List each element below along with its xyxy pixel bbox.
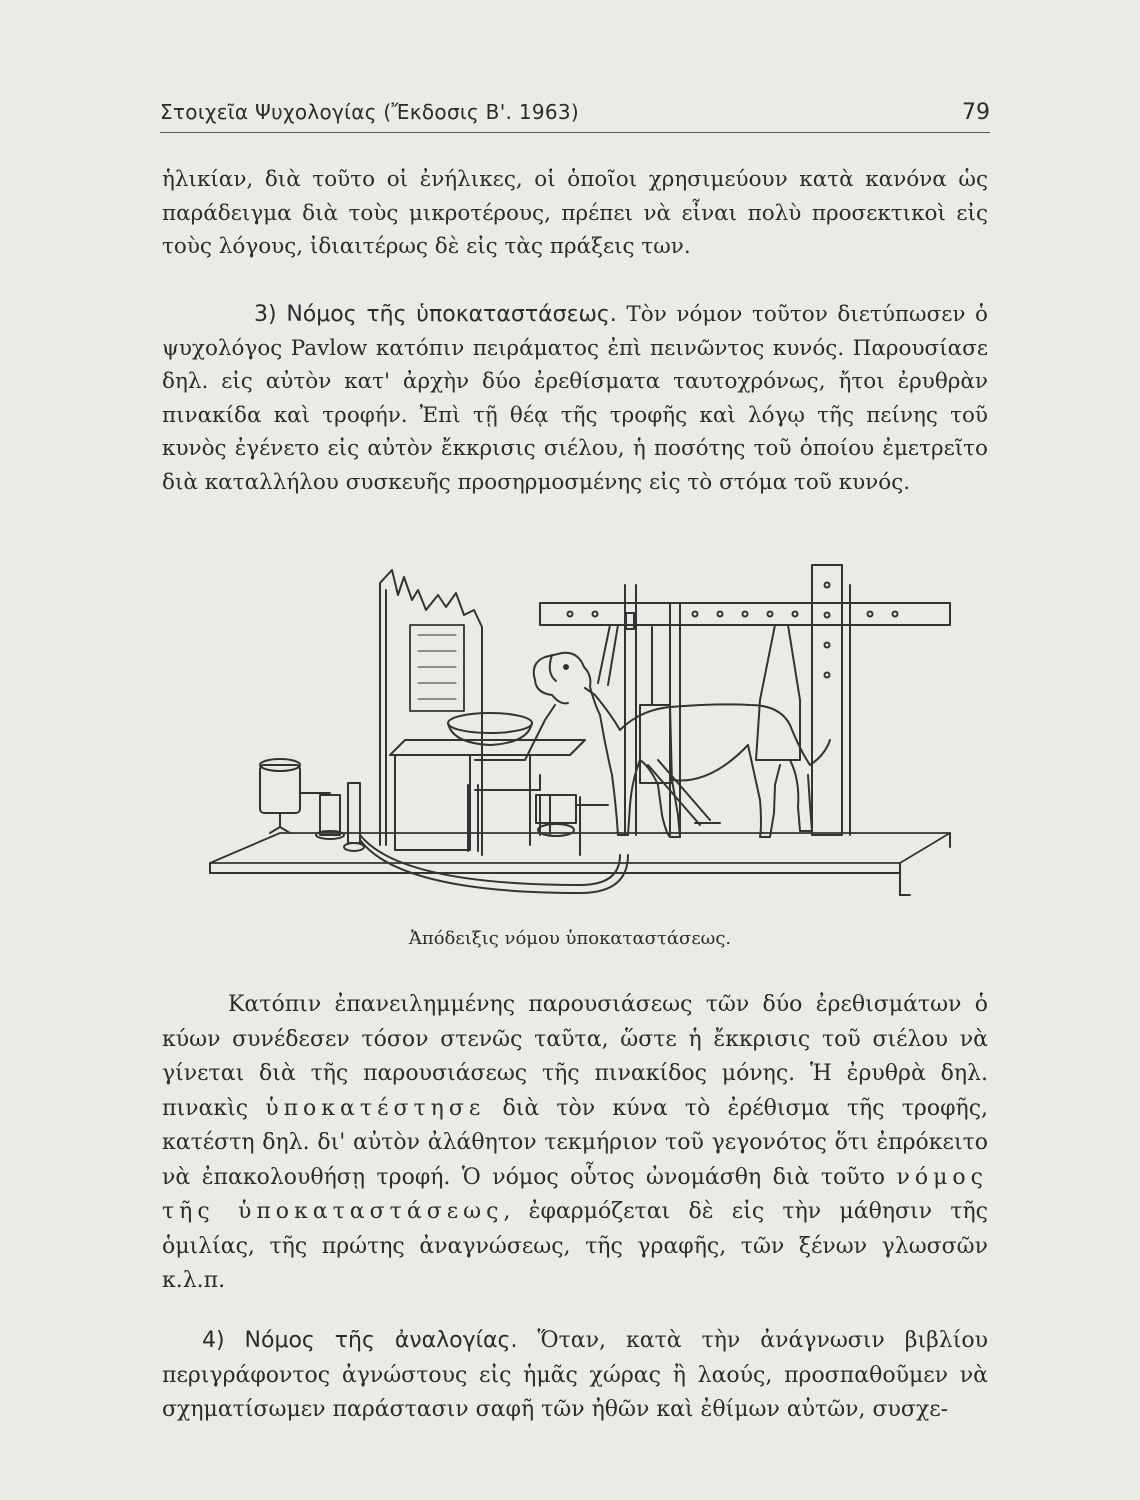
dog-illustration [534,653,830,837]
paragraph-3-part-b: διὰ τὸν κύνα τὸ ἐρέθισμα τῆς τροφῆς, κατέστη δηλ. δι' αὐτὸν ἀλάθητον τεκμήριον τοῦ γεγονότος ὅτι ἐπρόκειτο νὰ ἐπακολουθήσῃ τροφή. Ὁ νόμος οὗτος ὠνομάσθη διὰ τοῦτο [162,1095,989,1190]
paragraph-1: ἡλικίαν, διὰ τοῦτο οἱ ἐνήλικες, οἱ ὁποῖοι χρησιμεύουν κατὰ κανόνα ὡς παράδειγμα διὰ τοὺς μικροτέρους, πρέπει νὰ εἶναι πολὺ προσεκτικοὶ εἰς τοὺς λόγους, ἰδιαιτέρως δὲ εἰς τὰς πράξεις των. [162,167,988,259]
header-title: Στοιχεῖα Ψυχολογίας (Ἔκδοσις Β'. 1963) [160,100,580,124]
paragraph-4-body: Ὅταν, κατὰ τὴν ἀνάγνωσιν βιβλίου περιγράφοντος ἀγνώστους εἰς ἡμᾶς χώρας ἢ λαούς, προσπαθοῦμεν νὰ σχηματίσωμεν παράστασιν σαφῆ τῶν ἠθῶν καὶ ἐθίμων αὐτῶν, συσχε- [162,1328,988,1422]
paragraph-3-part-c: , ἐφαρμόζεται δὲ εἰς τὴν μάθησιν τῆς ὁμιλίας, τῆς πρώτης ἀναγνώσεως, τῆς γραφῆς, τῶν ξένων γλωσσῶν κ.λ.π. [162,1199,988,1293]
paragraph-3 [162,988,988,1299]
paragraph-4 [162,1324,988,1428]
spaced-term-2: νόμος τῆς ὑποκαταστάσεως [162,1164,988,1224]
running-header [160,92,990,133]
section-heading-4: 4) Νόμος τῆς ἀναλογίας. [202,1328,518,1353]
figure-caption: Ἀπόδειξις νόμου ὑποκαταστάσεως. [408,928,732,949]
spaced-term-1: ὑποκατέστησε [265,1095,486,1121]
section-heading-3: 3) Νόμος τῆς ὑποκαταστάσεως. [254,302,617,327]
paragraph-3-part-a: Κατόπιν ἐπανειλημμένης παρουσιάσεως τῶν δύο ἐρεθισμάτων ὁ κύων συνέδεσεν τόσον στενῶς ταῦτα, ὥστε ἡ ἔκκρισις τοῦ σιέλου νὰ γίνεται διὰ τῆς παρουσιάσεως τῆς πινακίδος μόνης. Ἡ ἐρυθρὰ δηλ. πινακὶς [162,992,988,1121]
paragraph-2 [162,298,988,499]
valve-stands [468,785,608,855]
paragraph-2-body: Τὸν νόμον τοῦτον διετύπωσεν ὁ ψυχολόγος Pavlow κατόπιν πειράματος ἐπὶ πεινῶντος κυνός. Παρουσίασε δηλ. εἰς αὐτὸν κατ' ἀρχὴν δύο ἐρεθίσματα ταυτοχρόνως, ἤτοι ἐρυθρὰν πινακίδα καὶ τροφήν. Ἐπὶ τῇ θέᾳ τῆς τροφῆς καὶ λόγῳ τῆς πείνης τοῦ κυνὸς ἐγένετο εἰς αὐτὸν ἔκκρισις σιέλου, ἡ ποσότης τοῦ ὁποίου ἐμετρεῖτο διὰ καταλλήλου συσκευῆς προσηρμοσμένης εἰς τὸ στόμα τοῦ κυνός. [162,302,989,495]
bowl-table [390,713,585,850]
harness-frame [540,565,950,835]
saliva-recorder [260,759,364,851]
pavlov-experiment-illustration [200,555,960,915]
page-number: 79 [962,100,990,125]
